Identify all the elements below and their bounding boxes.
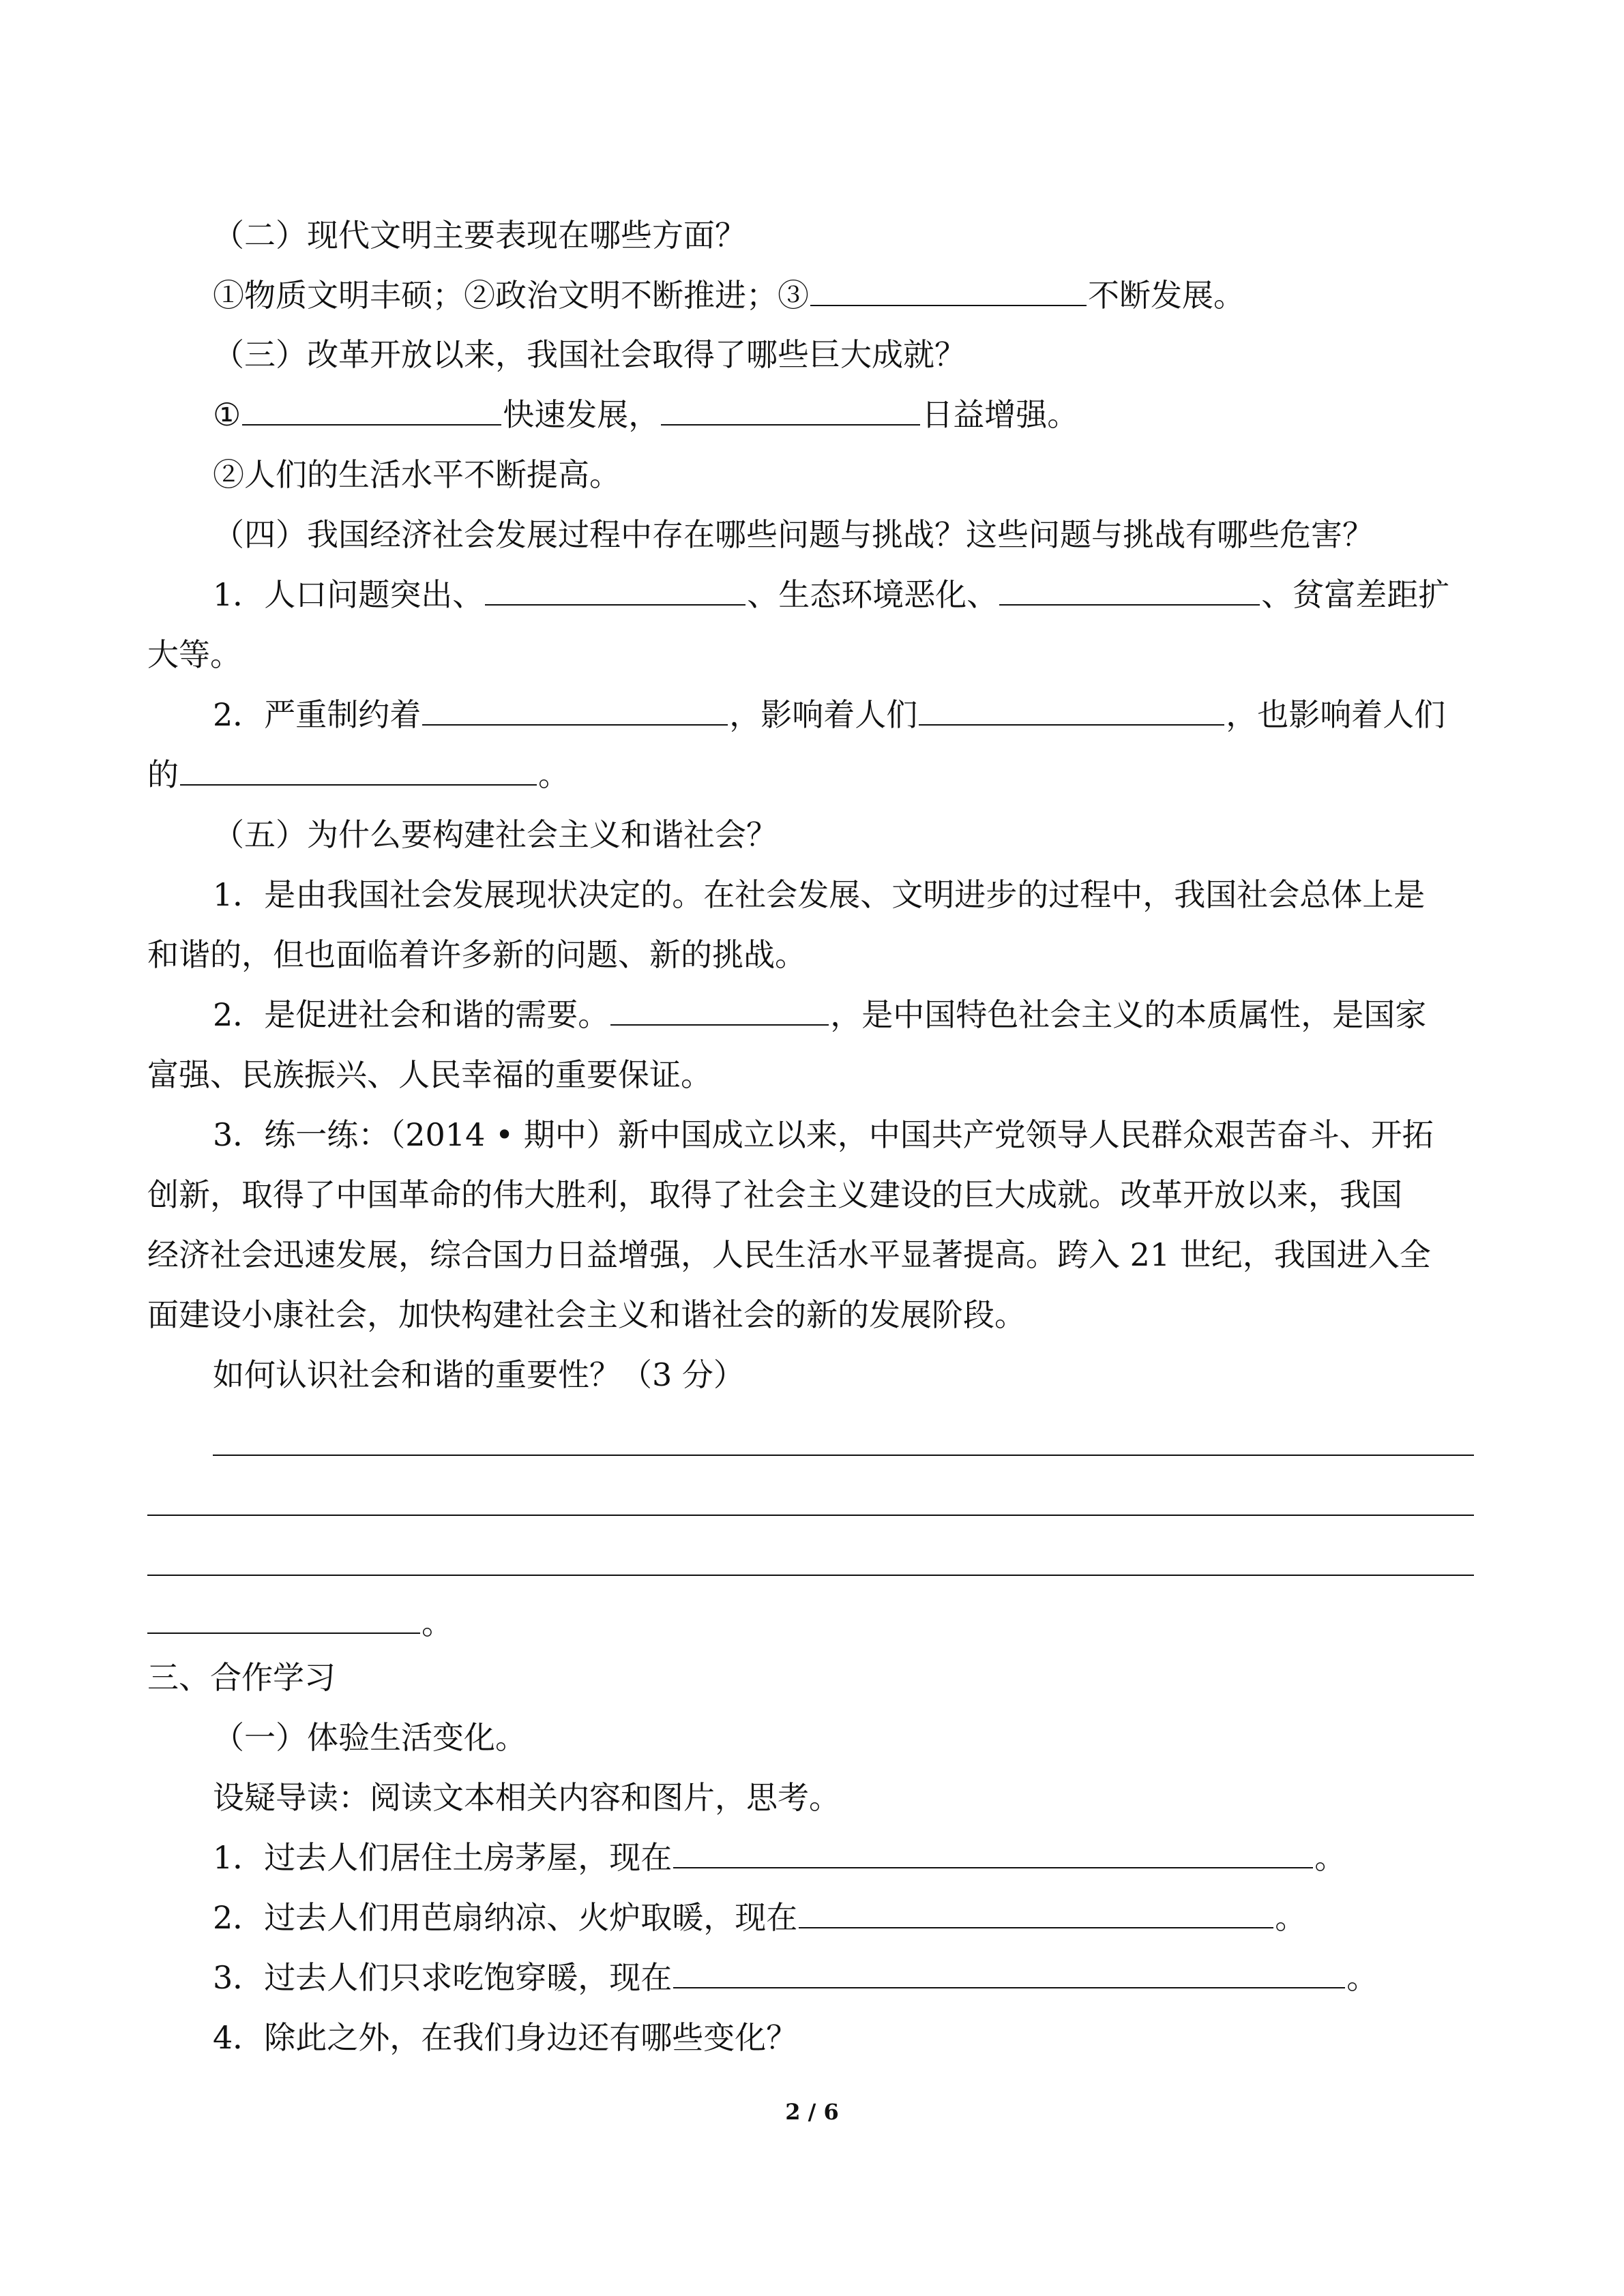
fill-blank[interactable] — [673, 1837, 1313, 1868]
q4-title: （四）我国经济社会发展过程中存在哪些问题与挑战？这些问题与挑战有哪些危害？ — [213, 516, 1374, 553]
fill-blank[interactable] — [422, 694, 728, 726]
section-3-title: 三、合作学习 — [147, 1659, 336, 1696]
q5-item-3: 3．练一练：（2014 • 期中）新中国成立以来，中国共产党领导人民群众艰苦奋斗、开拓 — [213, 1116, 1434, 1153]
q5-item-3-cont-3: 面建设小康社会，加快构建社会主义和谐社会的新的发展阶段。 — [147, 1296, 1026, 1333]
section-3-item-1: 1．过去人们居住土房茅屋，现在 。 — [213, 1837, 1346, 1878]
answer-line-last: 。 — [147, 1602, 453, 1643]
fill-blank[interactable] — [610, 994, 829, 1026]
section-3-1-title: （一）体验生活变化。 — [213, 1719, 527, 1756]
section-3-guide: 设疑导读：阅读文本相关内容和图片，思考。 — [213, 1779, 840, 1816]
q5-item-1-cont: 和谐的，但也面临着许多新的问题、新的挑战。 — [147, 936, 806, 973]
section-3-item-4: 4．除此之外，在我们身边还有哪些变化？ — [213, 2019, 798, 2056]
answer-line[interactable] — [147, 1575, 1474, 1576]
answer-line[interactable] — [147, 1515, 1474, 1516]
q2-title: （二）现代文明主要表现在哪些方面？ — [213, 217, 746, 254]
q4-item-1: 1．人口问题突出、 、生态环境恶化、 、贫富差距扩 — [213, 574, 1449, 615]
fill-blank[interactable] — [485, 574, 745, 606]
q5-title: （五）为什么要构建社会主义和谐社会？ — [213, 816, 778, 853]
section-3-item-2: 2．过去人们用芭扇纳凉、火炉取暖，现在 。 — [213, 1897, 1306, 1938]
section-3-item-3: 3．过去人们只求吃饱穿暖，现在 。 — [213, 1957, 1378, 1998]
q5-item-3-question: 如何认识社会和谐的重要性？（3 分） — [213, 1356, 745, 1393]
fill-blank[interactable] — [999, 574, 1260, 606]
q3-answer-line: ① 快速发展， 日益增强。 — [213, 394, 1078, 435]
q4-item-2: 2．严重制约着 ，影响着人们 ，也影响着人们 — [213, 694, 1445, 735]
q4-item-1-cont: 大等。 — [147, 636, 241, 673]
fill-blank[interactable] — [673, 1957, 1345, 1988]
q4-item-2-cont: 的 。 — [147, 754, 570, 795]
q5-item-2: 2．是促进社会和谐的需要。 ，是中国特色社会主义的本质属性，是国家 — [213, 994, 1426, 1035]
answer-line[interactable] — [213, 1455, 1474, 1456]
q3-answer-line-2: ②人们的生活水平不断提高。 — [213, 456, 621, 493]
fill-blank[interactable] — [919, 694, 1224, 726]
page-number: 2 / 6 — [785, 2099, 839, 2125]
fill-blank[interactable] — [147, 1602, 420, 1634]
fill-blank[interactable] — [242, 394, 501, 426]
fill-blank[interactable] — [799, 1897, 1273, 1928]
q3-title: （三）改革开放以来，我国社会取得了哪些巨大成就？ — [213, 336, 966, 373]
q5-item-3-cont-2: 经济社会迅速发展，综合国力日益增强，人民生活水平显著提高。跨入 21 世纪，我国进入全 — [147, 1236, 1431, 1273]
q5-item-3-cont-1: 创新，取得了中国革命的伟大胜利，取得了社会主义建设的巨大成就。改革开放以来，我国 — [147, 1176, 1402, 1213]
q2-answer-line: ①物质文明丰硕；②政治文明不断推进；③ 不断发展。 — [213, 275, 1245, 316]
q5-item-1: 1．是由我国社会发展现状决定的。在社会发展、文明进步的过程中，我国社会总体上是 — [213, 876, 1426, 913]
q5-item-2-cont: 富强、民族振兴、人民幸福的重要保证。 — [147, 1056, 712, 1093]
fill-blank[interactable] — [180, 754, 537, 786]
fill-blank[interactable] — [661, 394, 920, 426]
fill-blank[interactable] — [810, 275, 1087, 306]
